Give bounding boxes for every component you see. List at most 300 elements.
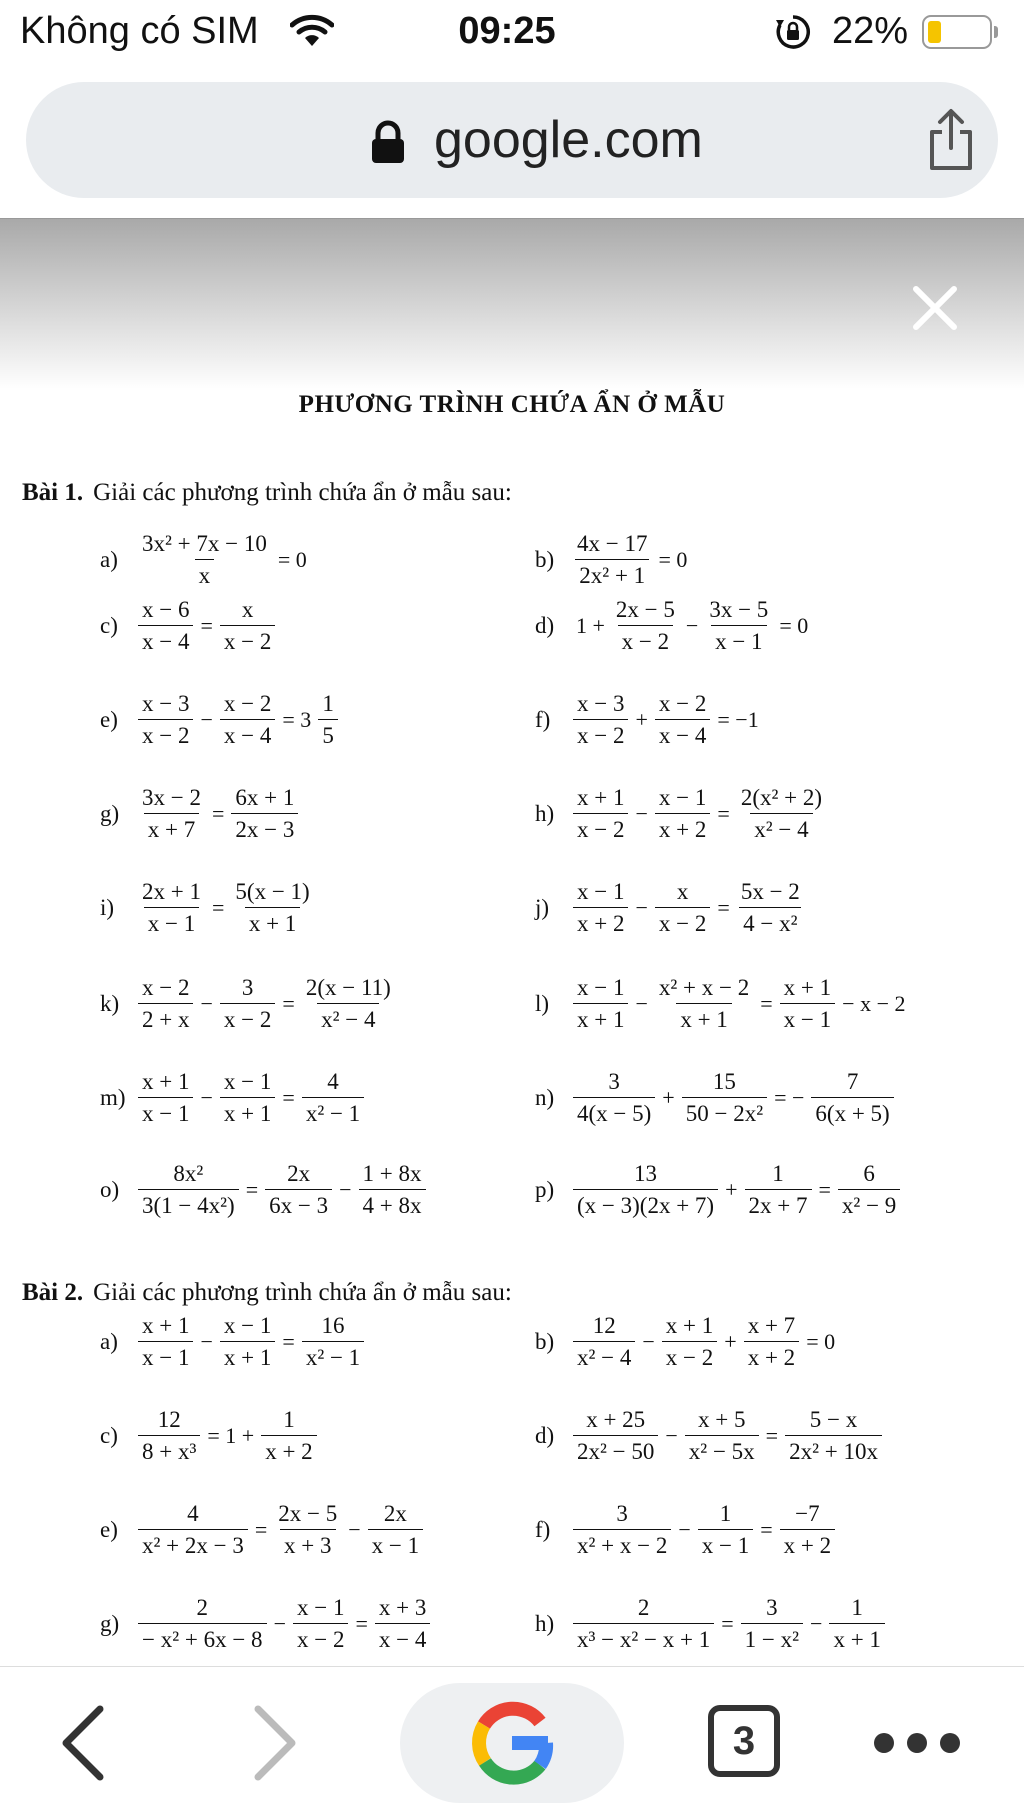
problem-1-l bbox=[535, 975, 910, 1033]
problem-label: d) bbox=[535, 612, 555, 638]
problem-label: b) bbox=[535, 1328, 555, 1354]
problem-1-n bbox=[535, 1069, 896, 1127]
fraction bbox=[705, 597, 772, 655]
numerator: x − 1 bbox=[223, 1069, 272, 1094]
operator: = bbox=[818, 1176, 831, 1202]
numerator: x − 2 bbox=[142, 975, 190, 1000]
problem-label: e) bbox=[100, 706, 118, 732]
fraction bbox=[138, 1161, 239, 1219]
denominator: 4(x − 5) bbox=[573, 1097, 655, 1126]
numerator: 4x − 17 bbox=[577, 531, 648, 556]
numerator: 2x bbox=[383, 1501, 407, 1526]
denominator: 2x² + 10x bbox=[785, 1435, 882, 1464]
problem-label: f) bbox=[535, 706, 551, 732]
denominator: x − 2 bbox=[573, 813, 628, 842]
fraction bbox=[737, 785, 826, 843]
fraction bbox=[829, 1595, 884, 1653]
battery-percent: 22% bbox=[832, 10, 909, 52]
problem-label: i) bbox=[100, 894, 115, 920]
rotation-lock-icon bbox=[775, 14, 811, 55]
denominator: x + 1 bbox=[220, 1097, 275, 1126]
problem-label: o) bbox=[100, 1176, 120, 1202]
numerator: 2(x² + 2) bbox=[740, 785, 822, 810]
operator: = bbox=[760, 1516, 773, 1542]
denominator: x − 1 bbox=[780, 1003, 835, 1032]
fraction bbox=[573, 975, 628, 1033]
numerator: 12 bbox=[157, 1407, 181, 1432]
numerator: 5 − x bbox=[809, 1407, 858, 1432]
google-search-button[interactable] bbox=[400, 1683, 624, 1803]
battery-tip bbox=[994, 26, 998, 38]
denominator: x − 4 bbox=[220, 719, 275, 748]
numerator: 1 + 8x bbox=[362, 1161, 422, 1186]
problem-1-g bbox=[100, 785, 300, 843]
operator: − x − 2 bbox=[842, 990, 906, 1016]
numerator: 2x − 5 bbox=[278, 1501, 338, 1526]
operator: = 1 + bbox=[207, 1422, 255, 1448]
problem-1-e bbox=[100, 691, 340, 749]
denominator: x + 2 bbox=[780, 1529, 835, 1558]
fraction bbox=[573, 1161, 718, 1219]
numerator: x − 2 bbox=[658, 691, 707, 716]
denominator: x − 1 bbox=[138, 1341, 193, 1370]
fraction bbox=[138, 1069, 193, 1127]
problem-2-a bbox=[100, 1313, 366, 1371]
numerator: 3 bbox=[616, 1501, 628, 1526]
fraction bbox=[662, 1313, 717, 1371]
operator: − bbox=[200, 1084, 213, 1110]
denominator: x + 1 bbox=[829, 1623, 884, 1652]
operator: − bbox=[635, 800, 648, 826]
problem-1-c bbox=[100, 597, 277, 655]
problem-label: n) bbox=[535, 1084, 555, 1110]
operator: − bbox=[685, 612, 699, 638]
section-heading bbox=[22, 1279, 512, 1307]
fraction bbox=[573, 1595, 714, 1653]
viewer-top-shade bbox=[0, 219, 1024, 389]
numerator: x − 1 bbox=[658, 785, 707, 810]
problem-2-d bbox=[535, 1407, 884, 1465]
denominator: x − 2 bbox=[138, 719, 193, 748]
fraction bbox=[737, 879, 804, 937]
problem-label: g) bbox=[100, 1610, 120, 1636]
fraction bbox=[573, 785, 628, 843]
numerator: 1 bbox=[719, 1501, 732, 1526]
problem-1-d bbox=[535, 597, 813, 655]
denominator: x − 4 bbox=[375, 1623, 430, 1652]
fraction bbox=[573, 1313, 635, 1371]
numerator: x − 1 bbox=[223, 1313, 272, 1338]
denominator: x − 2 bbox=[573, 719, 628, 748]
fraction bbox=[573, 879, 628, 937]
numerator: x bbox=[676, 879, 689, 904]
fraction bbox=[811, 1069, 893, 1127]
fraction bbox=[780, 1501, 835, 1559]
padlock-icon bbox=[370, 120, 406, 169]
battery-icon bbox=[922, 15, 992, 49]
denominator: 2x + 7 bbox=[745, 1189, 812, 1218]
problem-2-h bbox=[535, 1595, 887, 1653]
operator: = bbox=[717, 800, 730, 826]
denominator: 50 − 2x² bbox=[682, 1097, 767, 1126]
bottom-toolbar bbox=[0, 1666, 1024, 1819]
problem-label: a) bbox=[100, 546, 118, 572]
operator: − bbox=[665, 1422, 678, 1448]
operator: = bbox=[211, 894, 225, 920]
numerator: 1 bbox=[851, 1595, 863, 1620]
operator: − bbox=[200, 990, 213, 1016]
fraction bbox=[138, 531, 271, 589]
problem-label: a) bbox=[100, 1328, 118, 1354]
problem-1-k bbox=[100, 975, 397, 1033]
operator: = 0 bbox=[779, 612, 809, 638]
numerator: 16 bbox=[321, 1313, 345, 1338]
document-title: PHƯƠNG TRÌNH CHỨA ẨN Ở MẪU bbox=[298, 391, 726, 418]
operator: = bbox=[211, 800, 225, 826]
denominator: 3(1 − 4x²) bbox=[138, 1189, 239, 1218]
numerator: −7 bbox=[795, 1501, 820, 1526]
problem-1-i bbox=[100, 879, 316, 937]
problem-label: j) bbox=[535, 894, 550, 920]
fraction bbox=[573, 531, 651, 589]
numerator: x − 1 bbox=[577, 975, 625, 1000]
operator: = bbox=[355, 1610, 368, 1636]
numerator: 15 bbox=[712, 1069, 736, 1094]
fraction bbox=[682, 1069, 767, 1127]
problem-label: h) bbox=[535, 1610, 555, 1636]
problem-2-b bbox=[535, 1313, 840, 1371]
numerator: 6 bbox=[863, 1161, 875, 1186]
numerator: x + 7 bbox=[747, 1313, 796, 1338]
close-icon[interactable] bbox=[912, 285, 958, 336]
fraction bbox=[220, 691, 275, 749]
operator: = bbox=[282, 1328, 295, 1354]
fraction bbox=[655, 879, 710, 937]
section-instruction: Giải các phương trình chứa ẩn ở mẫu sau: bbox=[93, 1279, 512, 1306]
numerator: 2x − 5 bbox=[615, 597, 675, 622]
fraction bbox=[573, 691, 628, 749]
operator: − bbox=[200, 706, 213, 732]
operator: = 0 bbox=[806, 1328, 836, 1354]
denominator: x − 4 bbox=[138, 625, 193, 654]
denominator: x² − 1 bbox=[302, 1097, 364, 1126]
numerator: x − 6 bbox=[142, 597, 190, 622]
denominator: x + 2 bbox=[655, 813, 710, 842]
denominator: x² − 1 bbox=[302, 1341, 364, 1370]
numerator: x − 1 bbox=[296, 1595, 345, 1620]
numerator: 13 bbox=[634, 1161, 658, 1186]
denominator: x² − 5x bbox=[685, 1435, 759, 1464]
numerator: x + 25 bbox=[586, 1407, 646, 1432]
fraction bbox=[302, 975, 395, 1033]
google-logo-icon bbox=[470, 1701, 554, 1790]
denominator: 6(x + 5) bbox=[811, 1097, 893, 1126]
fraction bbox=[261, 1407, 316, 1465]
denominator: 6x − 3 bbox=[265, 1189, 332, 1218]
denominator: 2x − 3 bbox=[231, 813, 298, 842]
numerator: x² + x − 2 bbox=[658, 975, 750, 1000]
more-icon[interactable] bbox=[872, 1731, 962, 1760]
problem-label: l) bbox=[535, 990, 550, 1016]
numerator: 1 bbox=[772, 1161, 784, 1186]
denominator: x + 1 bbox=[220, 1341, 275, 1370]
fraction bbox=[138, 1595, 267, 1653]
fraction bbox=[780, 975, 835, 1033]
operator: = bbox=[282, 1084, 295, 1110]
denominator: − x² + 6x − 8 bbox=[138, 1623, 267, 1652]
operator: = 0 bbox=[277, 546, 307, 572]
numerator: 2x bbox=[287, 1161, 311, 1186]
problem-label: b) bbox=[535, 546, 555, 572]
tabs-button[interactable] bbox=[708, 1705, 780, 1777]
denominator: x + 3 bbox=[280, 1529, 335, 1558]
back-icon[interactable] bbox=[58, 1705, 108, 1786]
denominator: x − 2 bbox=[293, 1623, 348, 1652]
fraction bbox=[220, 1313, 275, 1371]
problem-label: c) bbox=[100, 1422, 118, 1448]
denominator: 4 − x² bbox=[739, 907, 801, 936]
denominator: 2x² − 50 bbox=[573, 1435, 658, 1464]
fraction bbox=[138, 1407, 200, 1465]
forward-icon[interactable] bbox=[250, 1705, 300, 1786]
fraction bbox=[838, 1161, 900, 1219]
problem-1-m bbox=[100, 1069, 366, 1127]
numerator: 3x − 2 bbox=[142, 785, 201, 810]
operator: = bbox=[200, 612, 213, 638]
operator: − bbox=[678, 1516, 691, 1542]
clock: 09:25 bbox=[458, 10, 556, 52]
problem-label: h) bbox=[535, 800, 555, 826]
denominator: x − 2 bbox=[220, 1003, 275, 1032]
numerator: 3x² + 7x − 10 bbox=[142, 531, 267, 556]
numerator: 8x² bbox=[173, 1161, 204, 1186]
fraction bbox=[745, 1161, 812, 1219]
problem-2-e bbox=[100, 1501, 425, 1559]
fraction bbox=[220, 1069, 275, 1127]
fraction bbox=[220, 975, 275, 1033]
fraction bbox=[302, 1069, 364, 1127]
denominator: x − 2 bbox=[220, 625, 275, 654]
operator: − bbox=[348, 1516, 361, 1542]
operator: − bbox=[642, 1328, 655, 1354]
operator: = bbox=[282, 990, 295, 1016]
numerator: 7 bbox=[846, 1069, 859, 1094]
operator: + bbox=[662, 1084, 675, 1110]
fraction bbox=[274, 1501, 341, 1559]
denominator: x − 1 bbox=[698, 1529, 753, 1558]
numerator: 4 bbox=[187, 1501, 199, 1526]
problem-label: g) bbox=[100, 800, 120, 826]
fraction bbox=[138, 1313, 193, 1371]
operator: + bbox=[635, 706, 648, 732]
numerator: 1 bbox=[283, 1407, 295, 1432]
denominator: x² + x − 2 bbox=[573, 1529, 671, 1558]
denominator: x + 2 bbox=[261, 1435, 316, 1464]
denominator: x² − 4 bbox=[573, 1341, 635, 1370]
denominator: x + 1 bbox=[245, 907, 300, 936]
fraction bbox=[612, 597, 679, 655]
operator: = 3 bbox=[282, 706, 312, 732]
numerator: x bbox=[241, 597, 254, 622]
url-domain[interactable]: google.com bbox=[434, 111, 703, 169]
operator: = bbox=[717, 894, 730, 920]
fraction bbox=[302, 1313, 364, 1371]
document-viewer[interactable] bbox=[0, 218, 1024, 1667]
carrier-label: Không có SIM bbox=[20, 10, 259, 52]
denominator: x² + 2x − 3 bbox=[138, 1529, 248, 1558]
fraction bbox=[744, 1313, 799, 1371]
problem-1-b bbox=[535, 531, 692, 589]
denominator: x + 2 bbox=[573, 907, 628, 936]
numerator: 3x − 5 bbox=[709, 597, 769, 622]
fraction bbox=[359, 1161, 426, 1219]
numerator: x + 1 bbox=[577, 785, 625, 810]
operator: = −1 bbox=[717, 706, 759, 732]
fraction bbox=[138, 691, 193, 749]
denominator: x³ − x² − x + 1 bbox=[573, 1623, 714, 1652]
numerator: x + 1 bbox=[142, 1313, 190, 1338]
operator: − bbox=[200, 1328, 213, 1354]
denominator: x² − 4 bbox=[750, 813, 812, 842]
operator: − bbox=[635, 894, 648, 920]
operator: = bbox=[760, 990, 773, 1016]
fraction bbox=[655, 691, 710, 749]
problem-label: k) bbox=[100, 990, 120, 1016]
share-icon[interactable] bbox=[924, 108, 978, 177]
fraction bbox=[265, 1161, 332, 1219]
numerator: 3 bbox=[241, 975, 254, 1000]
numerator: 3 bbox=[766, 1595, 778, 1620]
fraction bbox=[573, 1407, 658, 1465]
denominator: x − 1 bbox=[144, 907, 199, 936]
numerator: x + 5 bbox=[697, 1407, 746, 1432]
fraction bbox=[138, 975, 193, 1033]
denominator: x − 1 bbox=[138, 1097, 193, 1126]
denominator: x − 2 bbox=[655, 907, 710, 936]
denominator: 2x² + 1 bbox=[575, 559, 649, 588]
fraction bbox=[368, 1501, 423, 1559]
fraction bbox=[231, 785, 298, 843]
numerator: 6x + 1 bbox=[235, 785, 295, 810]
problem-label: f) bbox=[535, 1516, 551, 1542]
section-label: Bài 2. bbox=[22, 1279, 84, 1306]
fraction bbox=[655, 785, 710, 843]
fraction bbox=[375, 1595, 430, 1653]
denominator: x bbox=[195, 559, 215, 588]
section-heading bbox=[22, 479, 512, 507]
section-label: Bài 1. bbox=[22, 479, 84, 506]
numerator: 2 bbox=[637, 1595, 650, 1620]
denominator: x − 2 bbox=[662, 1341, 717, 1370]
numerator: x − 2 bbox=[223, 691, 272, 716]
fraction bbox=[573, 1069, 655, 1127]
numerator: x − 3 bbox=[577, 691, 625, 716]
problem-1-f bbox=[535, 691, 764, 749]
problem-2-f bbox=[535, 1501, 837, 1559]
operator: 1 + bbox=[576, 612, 605, 638]
operator: + bbox=[724, 1328, 737, 1354]
fraction bbox=[785, 1407, 882, 1465]
numerator: 4 bbox=[327, 1069, 339, 1094]
numerator: x + 1 bbox=[665, 1313, 714, 1338]
numerator: 2 bbox=[196, 1595, 209, 1620]
problem-label: p) bbox=[535, 1176, 555, 1202]
fraction bbox=[318, 691, 338, 749]
fraction bbox=[138, 879, 205, 937]
fraction bbox=[231, 879, 313, 937]
denominator: x − 1 bbox=[711, 625, 766, 654]
denominator: x − 4 bbox=[655, 719, 710, 748]
tab-count: 3 bbox=[732, 1719, 756, 1763]
fraction bbox=[138, 1501, 248, 1559]
problem-label: d) bbox=[535, 1422, 555, 1448]
denominator: x² − 4 bbox=[317, 1003, 379, 1032]
numerator: 3 bbox=[608, 1069, 620, 1094]
fraction bbox=[573, 1501, 671, 1559]
operator: = 0 bbox=[658, 546, 688, 572]
problem-1-a bbox=[100, 531, 312, 589]
operator: − bbox=[273, 1610, 286, 1636]
operator: = bbox=[254, 1516, 268, 1542]
denominator: x + 2 bbox=[744, 1341, 799, 1370]
denominator: x + 1 bbox=[573, 1003, 628, 1032]
denominator: (x − 3)(2x + 7) bbox=[573, 1189, 718, 1218]
numerator: 1 bbox=[322, 691, 334, 716]
fraction bbox=[741, 1595, 803, 1653]
denominator: 2 + x bbox=[138, 1003, 193, 1032]
denominator: 8 + x³ bbox=[138, 1435, 200, 1464]
problem-1-p bbox=[535, 1161, 902, 1219]
operator: = bbox=[245, 1176, 259, 1202]
fraction bbox=[655, 975, 753, 1033]
problem-label: e) bbox=[100, 1516, 118, 1542]
numerator: x + 1 bbox=[142, 1069, 190, 1094]
numerator: x + 3 bbox=[378, 1595, 427, 1620]
fraction bbox=[138, 785, 205, 843]
operator: = bbox=[765, 1422, 779, 1448]
fraction bbox=[293, 1595, 348, 1653]
status-bar bbox=[0, 0, 1024, 68]
operator: − bbox=[339, 1176, 352, 1202]
fraction bbox=[698, 1501, 753, 1559]
problem-2-c bbox=[100, 1407, 319, 1465]
fraction bbox=[138, 597, 193, 655]
fraction bbox=[220, 597, 275, 655]
denominator: x + 7 bbox=[144, 813, 199, 842]
numerator: 2x + 1 bbox=[142, 879, 201, 904]
problem-label: c) bbox=[100, 612, 118, 638]
section-instruction: Giải các phương trình chứa ẩn ở mẫu sau: bbox=[93, 479, 512, 506]
operator: − bbox=[810, 1610, 823, 1636]
numerator: 12 bbox=[592, 1313, 616, 1338]
denominator: 1 − x² bbox=[741, 1623, 803, 1652]
operator: = bbox=[721, 1610, 734, 1636]
problem-2-g bbox=[100, 1595, 432, 1653]
denominator: x + 1 bbox=[676, 1003, 731, 1032]
denominator: x² − 9 bbox=[838, 1189, 900, 1218]
problem-1-o bbox=[100, 1161, 428, 1219]
numerator: 5x − 2 bbox=[740, 879, 800, 904]
address-bar[interactable] bbox=[26, 82, 998, 198]
numerator: x − 3 bbox=[142, 691, 190, 716]
numerator: 5(x − 1) bbox=[235, 879, 310, 904]
denominator: x − 1 bbox=[368, 1529, 423, 1558]
battery-fill bbox=[928, 21, 941, 43]
numerator: x + 1 bbox=[783, 975, 832, 1000]
operator: = − bbox=[774, 1084, 805, 1110]
operator: + bbox=[725, 1176, 738, 1202]
fraction bbox=[685, 1407, 759, 1465]
